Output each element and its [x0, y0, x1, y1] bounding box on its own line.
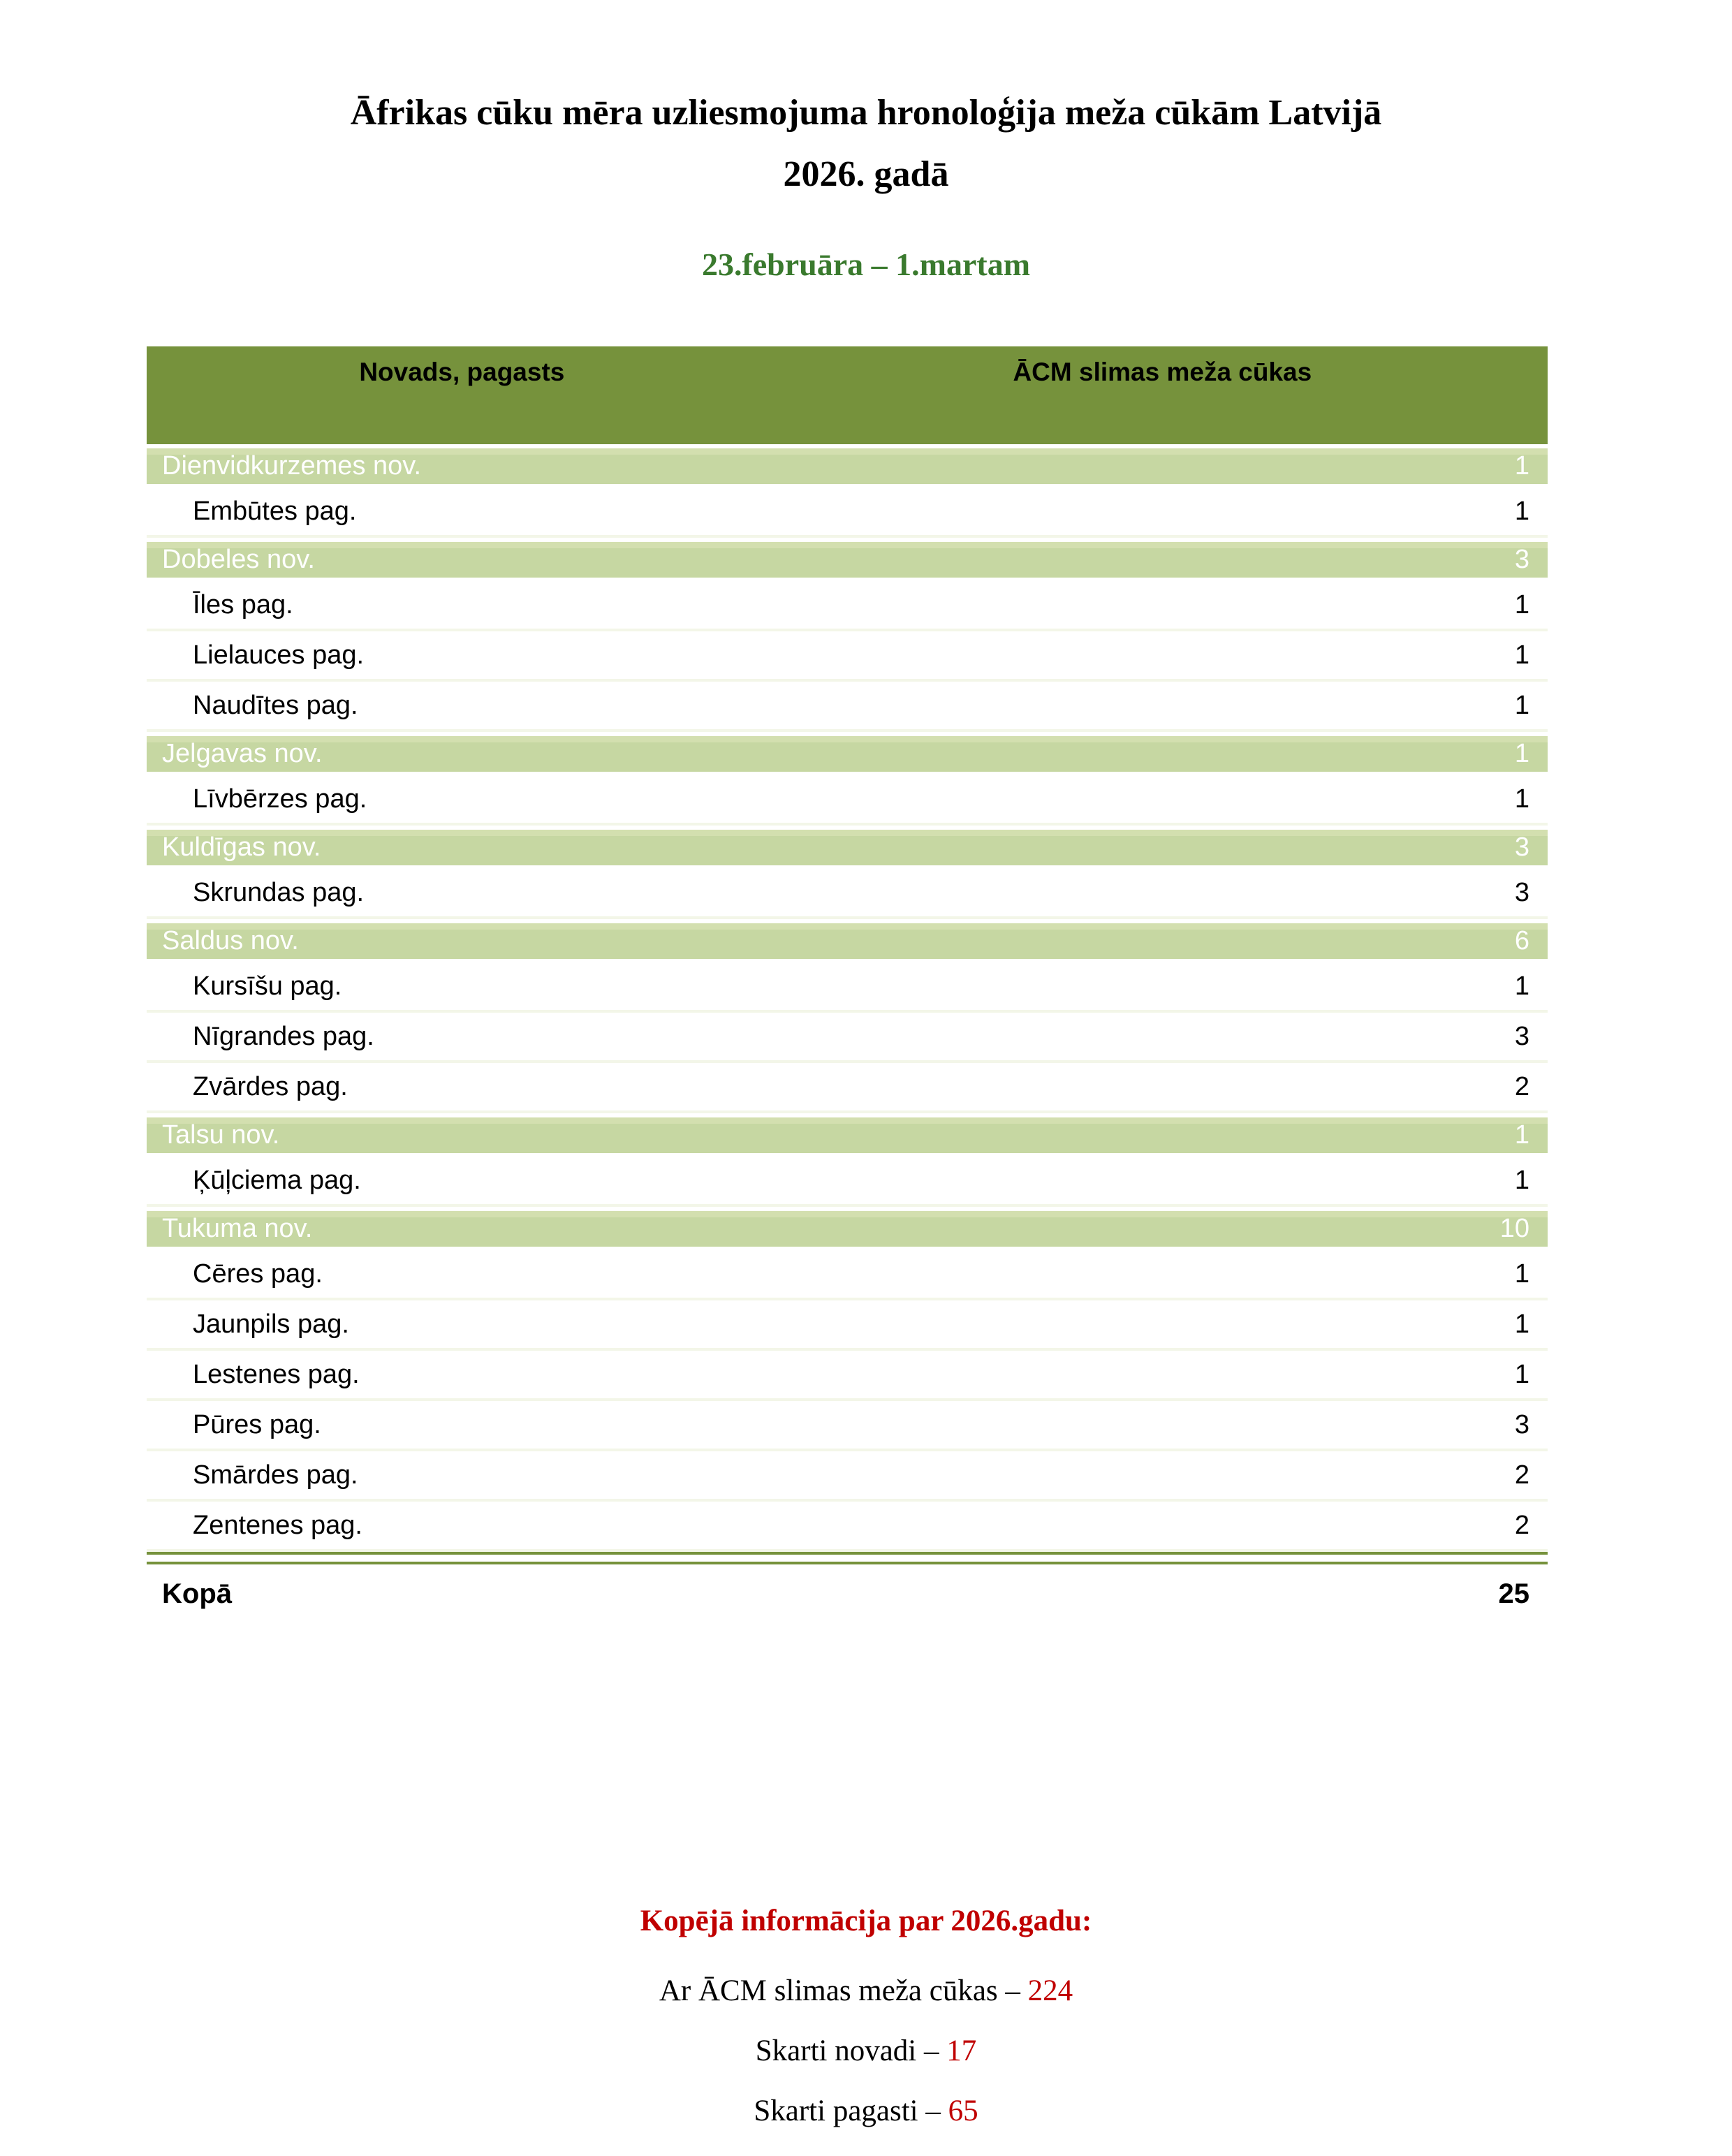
yearly-summary — [0, 1902, 1732, 2130]
parish-row — [147, 487, 1548, 538]
parish-row — [147, 869, 1548, 919]
row-value: 1 — [1514, 496, 1529, 526]
parish-row — [147, 1157, 1548, 1207]
row-value: 3 — [1514, 1021, 1529, 1051]
summary-heading: Kopējā informācija par 2026.gadu: — [640, 1905, 1092, 1937]
parish-row — [147, 1300, 1548, 1351]
parish-row — [147, 962, 1548, 1013]
row-value: 2 — [1514, 1460, 1529, 1490]
district-row — [147, 826, 1548, 869]
row-value: 1 — [1514, 739, 1529, 768]
row-name: Jaunpils pag. — [193, 1309, 349, 1339]
parish-row — [147, 682, 1548, 732]
page-title — [42, 82, 1690, 205]
row-value: 1 — [1514, 589, 1529, 619]
row-name: Dienvidkurzemes nov. — [162, 451, 422, 481]
row-name: Nīgrandes pag. — [193, 1021, 374, 1051]
row-name: Ķūļciema pag. — [193, 1165, 361, 1195]
column-header-acm-slimas: ĀCM slimas meža cūkas — [1013, 358, 1312, 386]
table-body — [147, 444, 1548, 1552]
summary-label: Ar ĀCM slimas meža cūkas – — [659, 1974, 1028, 2007]
parish-row — [147, 1401, 1548, 1451]
summary-line-sick-boars — [0, 1972, 1732, 2010]
row-name: Talsu nov. — [162, 1120, 280, 1150]
district-row — [147, 444, 1548, 487]
row-value: 1 — [1514, 1165, 1529, 1195]
total-value: 25 — [1498, 1578, 1529, 1609]
district-row — [147, 732, 1548, 775]
row-name: Īles pag. — [193, 589, 293, 619]
parish-row — [147, 631, 1548, 682]
district-row — [147, 1207, 1548, 1250]
row-value: 1 — [1514, 1120, 1529, 1150]
column-header-novads-pagasts: Novads, pagasts — [359, 358, 565, 386]
row-name: Lestenes pag. — [193, 1359, 360, 1389]
row-value: 3 — [1514, 833, 1529, 862]
acm-cases-table — [147, 346, 1548, 1623]
table-header-row — [147, 346, 1548, 444]
row-name: Skrundas pag. — [193, 877, 365, 907]
summary-value: 65 — [948, 2095, 978, 2127]
row-value: 10 — [1499, 1214, 1529, 1243]
table-total-row — [147, 1564, 1548, 1623]
row-name: Jelgavas nov. — [162, 739, 323, 768]
row-name: Zvārdes pag. — [193, 1071, 348, 1101]
parish-row — [147, 1502, 1548, 1552]
district-row — [147, 538, 1548, 581]
row-name: Saldus nov. — [162, 926, 299, 955]
row-name: Pūres pag. — [193, 1409, 321, 1439]
parish-row — [147, 1351, 1548, 1401]
parish-row — [147, 581, 1548, 631]
row-name: Kursīšu pag. — [193, 971, 342, 1001]
summary-label: Skarti pagasti – — [754, 2095, 948, 2127]
row-value: 1 — [1514, 1259, 1529, 1289]
row-name: Embūtes pag. — [193, 496, 357, 526]
row-value: 1 — [1514, 640, 1529, 670]
summary-value: 17 — [946, 2034, 977, 2067]
row-value: 1 — [1514, 971, 1529, 1001]
row-value: 1 — [1514, 451, 1529, 481]
summary-line-affected-parishes — [0, 2092, 1732, 2130]
parish-row — [147, 775, 1548, 826]
summary-line-affected-districts — [0, 2032, 1732, 2070]
date-range-subtitle: 23.februāra – 1.martam — [701, 247, 1031, 282]
row-name: Naudītes pag. — [193, 690, 358, 720]
table-total-divider — [147, 1552, 1548, 1564]
row-name: Cēres pag. — [193, 1259, 323, 1289]
row-name: Smārdes pag. — [193, 1460, 358, 1490]
row-value: 3 — [1514, 877, 1529, 907]
row-name: Tukuma nov. — [162, 1214, 313, 1243]
row-value: 1 — [1514, 1359, 1529, 1389]
row-value: 2 — [1514, 1510, 1529, 1540]
page-title-line2: 2026. gadā — [783, 154, 949, 194]
row-value: 1 — [1514, 784, 1529, 814]
parish-row — [147, 1250, 1548, 1300]
row-value: 1 — [1514, 690, 1529, 720]
summary-label: Skarti novadi – — [755, 2034, 947, 2067]
row-value: 6 — [1514, 926, 1529, 955]
parish-row — [147, 1013, 1548, 1063]
row-name: Līvbērzes pag. — [193, 784, 367, 814]
row-name: Lielauces pag. — [193, 640, 365, 670]
parish-row — [147, 1063, 1548, 1113]
row-value: 3 — [1514, 1409, 1529, 1439]
row-value: 1 — [1514, 1309, 1529, 1339]
row-value: 3 — [1514, 545, 1529, 574]
row-value: 2 — [1514, 1071, 1529, 1101]
row-name: Kuldīgas nov. — [162, 833, 321, 862]
parish-row — [147, 1451, 1548, 1502]
district-row — [147, 919, 1548, 962]
total-label: Kopā — [162, 1578, 232, 1609]
summary-value: 224 — [1027, 1974, 1073, 2007]
district-row — [147, 1113, 1548, 1157]
page-title-line1: Āfrikas cūku mēra uzliesmojuma hronoloģija meža cūkām Latvijā — [350, 93, 1382, 133]
row-name: Zentenes pag. — [193, 1510, 362, 1540]
row-name: Dobeles nov. — [162, 545, 315, 574]
